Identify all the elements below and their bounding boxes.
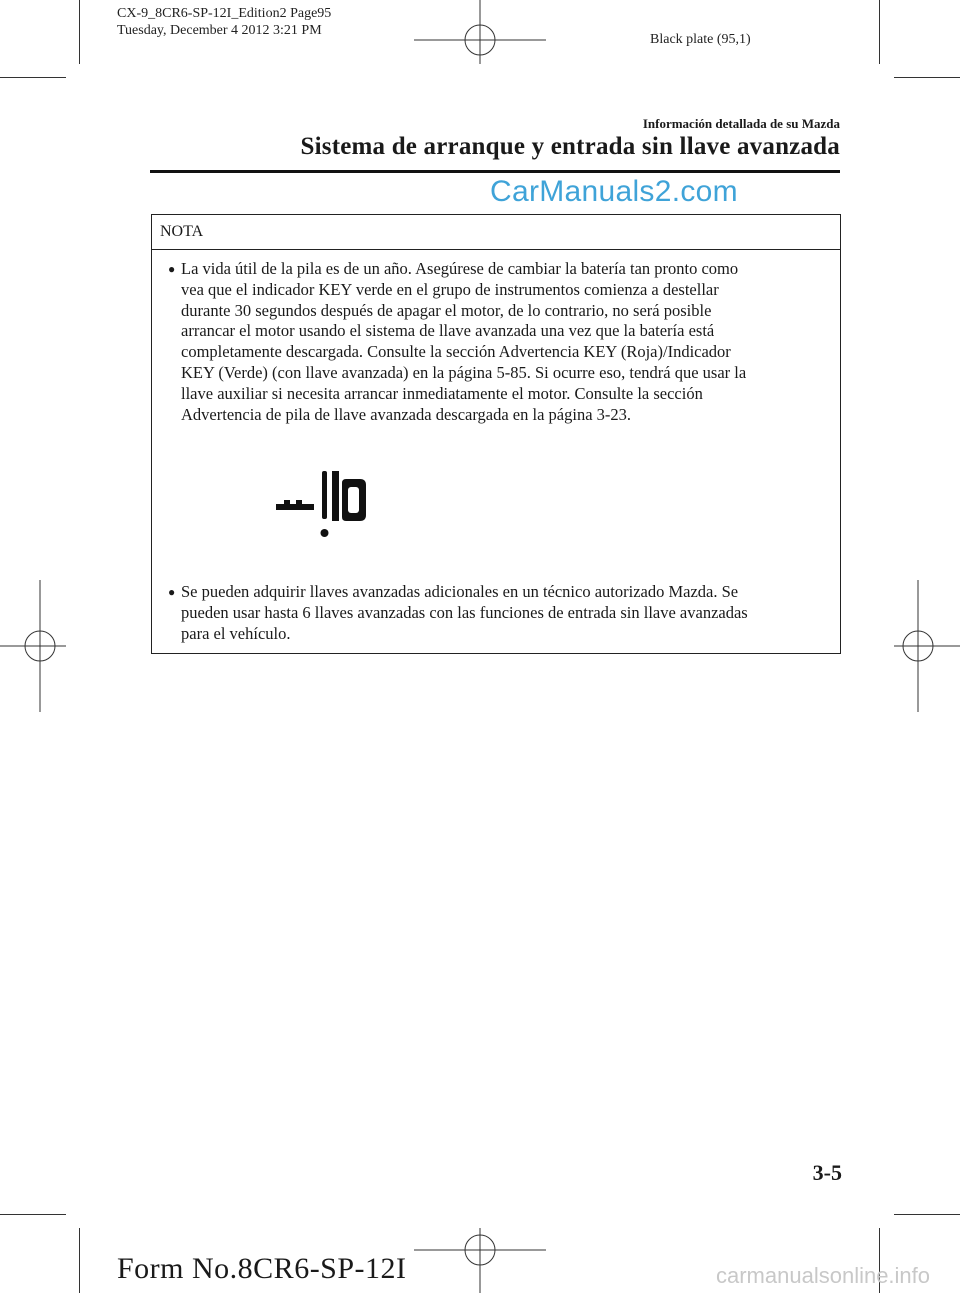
page-number: 3-5 bbox=[812, 1160, 842, 1185]
bullet-line: completamente descargada. Consulte la sección Advertencia KEY (Roja)/Indicador bbox=[181, 342, 731, 362]
bullet-line: La vida útil de la pila es de un año. Asegúrese de cambiar la batería tan pronto como bbox=[181, 259, 739, 278]
bullet-line: pueden usar hasta 6 llaves avanzadas con las funciones de entrada sin llave avanzadas bbox=[181, 602, 748, 622]
registration-mark bbox=[414, 1228, 546, 1293]
page-title: Sistema de arranque y entrada sin llave avanzada bbox=[300, 133, 840, 160]
section-subtitle: Información detallada de su Mazda bbox=[642, 116, 840, 131]
crop-mark bbox=[894, 77, 960, 78]
crop-mark bbox=[0, 1214, 66, 1215]
crop-mark bbox=[79, 1228, 80, 1293]
crop-mark bbox=[894, 1214, 960, 1215]
print-meta-line1: CX-9_8CR6-SP-12I_Edition2 Page95 bbox=[117, 6, 332, 21]
note-box bbox=[151, 214, 841, 654]
note-heading: NOTA bbox=[160, 223, 204, 240]
header-rule bbox=[150, 170, 840, 173]
bullet-line: llave auxiliar si necesita arrancar inmediatamente el motor. Consulte la sección bbox=[181, 383, 703, 403]
bullet-dot: ● bbox=[168, 262, 176, 276]
registration-mark bbox=[0, 580, 66, 712]
crop-mark bbox=[0, 77, 66, 78]
watermark-bottom: carmanualsonline.info bbox=[716, 1263, 931, 1288]
watermark-top: CarManuals2.com bbox=[490, 175, 738, 208]
bullet-dot: ● bbox=[168, 585, 176, 599]
crop-mark bbox=[879, 0, 880, 64]
note-header bbox=[152, 215, 840, 250]
print-meta-line2: Tuesday, December 4 2012 3:21 PM bbox=[117, 23, 322, 38]
bullet-line: durante 30 segundos después de apagar el motor, de lo contrario, no será posible bbox=[181, 300, 712, 320]
bullet-line: vea que el indicador KEY verde en el grupo de instrumentos comienza a destellar bbox=[181, 279, 719, 299]
bullet-line: arrancar el motor usando el sistema de llave avanzada una vez que la batería está bbox=[181, 321, 715, 341]
registration-mark bbox=[894, 580, 960, 712]
bullet-line: Se pueden adquirir llaves avanzadas adicionales en un técnico autorizado Mazda. Se bbox=[181, 582, 739, 601]
registration-mark bbox=[414, 0, 546, 64]
bullet-line: Advertencia de pila de llave avanzada descargada en la página 3-23. bbox=[181, 404, 632, 424]
crop-mark bbox=[79, 0, 80, 64]
bullet-line: KEY (Verde) (con llave avanzada) en la página 5-85. Si ocurre eso, tendrá que usar la bbox=[181, 362, 747, 382]
note-bullet bbox=[168, 259, 833, 425]
note-bullet bbox=[168, 582, 833, 644]
key-warning-icon bbox=[274, 469, 370, 541]
bullet-line: para el vehículo. bbox=[181, 623, 291, 643]
plate-label: Black plate (95,1) bbox=[650, 32, 751, 47]
print-metadata bbox=[117, 5, 331, 39]
form-number: Form No.8CR6-SP-12I bbox=[117, 1252, 407, 1285]
